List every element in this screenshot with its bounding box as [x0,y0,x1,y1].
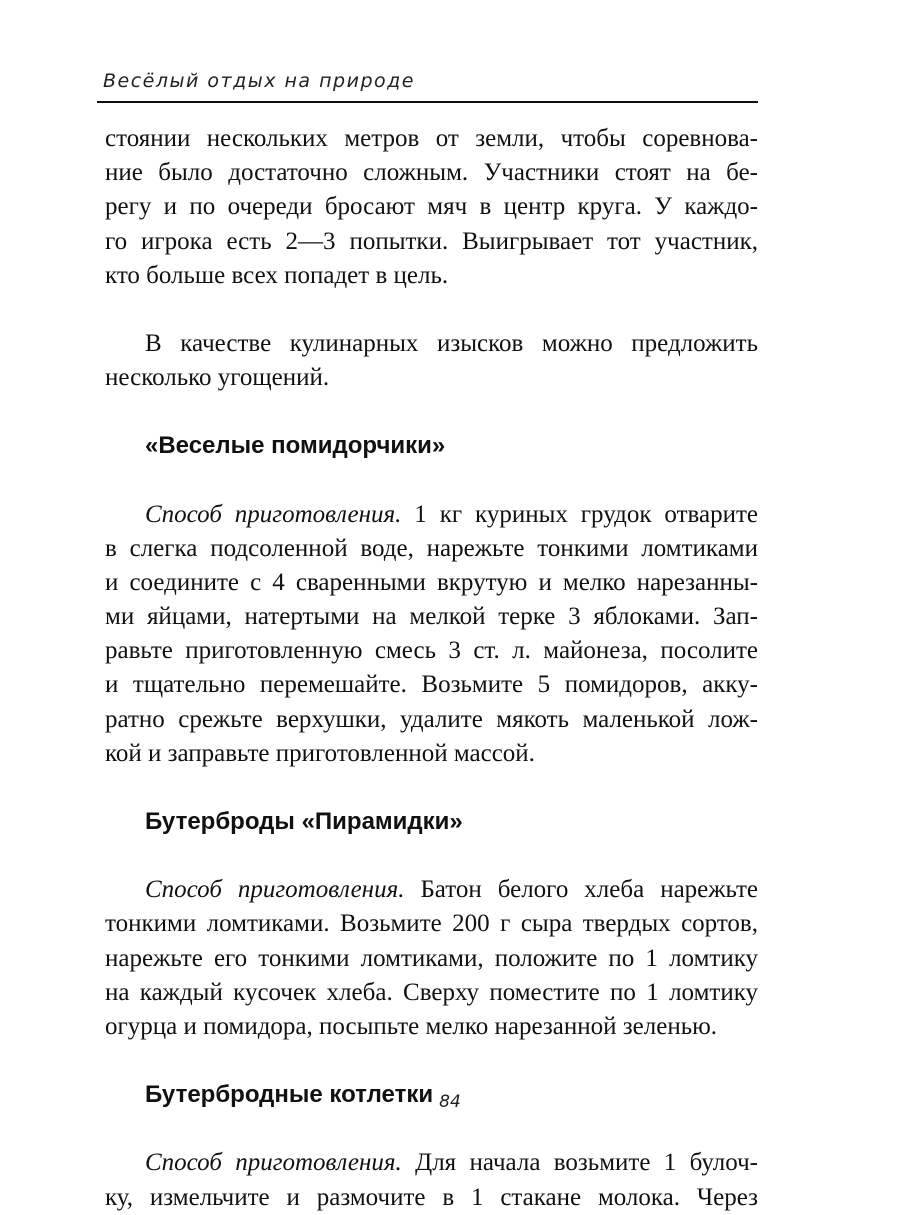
page-number: 84 [439,1092,461,1112]
text-line [105,498,758,532]
spacer [105,1044,758,1078]
text-line: равьте приготовленную смесь 3 ст. л. майонеза, посолите [105,637,758,665]
recipe-method [105,498,758,772]
recipe-title: Бутербродные котлетки [145,1081,434,1109]
method-label: Способ приготовления. [145,876,405,904]
header-rule [97,101,758,103]
recipe-title: «Веселые помидорчики» [145,432,446,460]
spacer [105,464,758,498]
text-line: нарежьте его тонкими ломтиками, положите по 1 ломтику [105,944,758,972]
text-line: В качестве кулинарных изысков можно предложить [145,329,758,357]
running-title: Весёлый отдых на природе [103,70,415,92]
text-line: несколько угощений. [105,364,330,392]
page-content [105,122,758,1215]
method-label: Способ приготовления. [145,500,402,528]
method-text: Для начала возьмите 1 булоч- [401,1149,758,1177]
method-text: Батон белого хлеба нарежьте [404,876,758,904]
spacer [105,1112,758,1146]
spacer [105,293,758,327]
paragraph-intro [105,327,758,395]
recipe-title: Бутерброды «Пирамидки» [145,808,463,835]
text-line [105,1146,758,1180]
text-line [105,873,758,907]
spacer [105,771,758,805]
text-line: в слегка подсоленной воде, нарежьте тонкими ломтиками [105,534,758,562]
paragraph-continued [105,122,758,293]
spacer [105,839,758,873]
method-text: 1 кг куриных грудок отварите [401,500,758,528]
text-line: кой и заправьте приготовленной массой. [105,739,535,767]
text-line: и тщательно перемешайте. Возьмите 5 помидоров, акку- [105,671,758,699]
text-line: ку, измельчите и размочите в 1 стакане молока. Через [105,1183,758,1211]
recipe-method [105,873,758,1044]
text-line: регу и по очереди бросают мяч в центр круга. У каждо- [105,193,758,221]
text-line: ние было достаточно сложным. Участники стоят на бе- [105,159,758,187]
text-line: ми яйцами, натертыми на мелкой терке 3 яблоками. Зап- [105,603,758,631]
text-line: на каждый кусочек хлеба. Сверху поместите по 1 ломтику [105,978,758,1006]
text-line: тонкими ломтиками. Возьмите 200 г сыра твердых сортов, [105,910,758,938]
text-line: стоянии нескольких метров от земли, чтобы соревнова- [105,125,758,152]
spacer [105,395,758,429]
text-line: ратно срежьте верхушки, удалите мякоть маленькой лож- [105,705,758,733]
text-line: го игрока есть 2—3 попытки. Выигрывает тот участник, [105,227,758,255]
method-label: Способ приготовления. [145,1149,402,1177]
text-line: огурца и помидора, посыпьте мелко нарезанной зеленью. [105,1012,718,1040]
text-line: и соедините с 4 сваренными вкрутую и мелко нарезанны- [105,568,758,596]
text-line: кто больше всех попадет в цель. [105,261,449,289]
recipe-method [105,1146,758,1214]
